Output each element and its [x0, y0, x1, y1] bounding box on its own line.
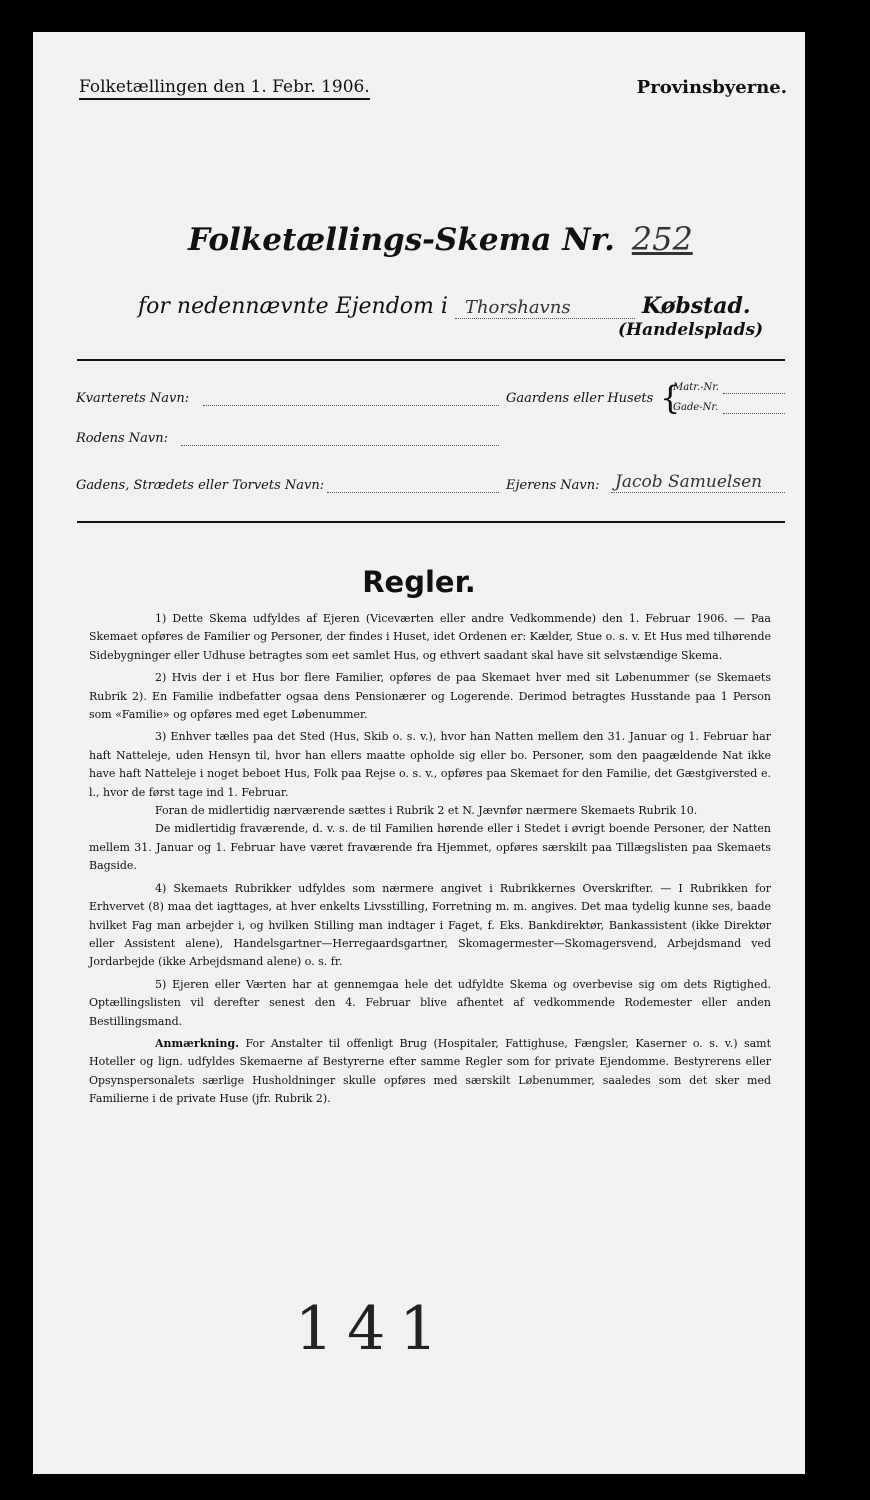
- rule-1: 1) Dette Skema udfyldes af Ejeren (Viceværten eller andre Vedkommende) den 1. Februar 1906. — Paa Skemaet opføres de Familier og Personer, der findes i Huset, idet Ordenen er: Kælder, Stue o. s. v. Et Hus med tilhørende Sidebygninger eller Udhuse betragtes som eet samlet Hus, og ethvert saadant skal have sit selvstændige Skema.: [89, 612, 771, 662]
- rule-3: 3) Enhver tælles paa det Sted (Hus, Skib o. s. v.), hvor han Natten mellem den 31. Januar og 1. Februar har haft Natteleje, uden Hensyn til, hvor han ellers maatte opholde sig eller bo. Personer, som den paagældende Nat ikke have haft Natteleje i noget beboet Hus, Folk paa Rejse o. s. v., opføres paa Skemaet for den Familie, det Gæstgiversted e. l., hvor de først tage ind 1. Februar.: [89, 730, 771, 799]
- rule-4: 4) Skemaets Rubrikker udfyldes som nærmere angivet i Rubrikkernes Overskrifter. — I Rubrikken for Erhvervet (8) maa det iagttages, at hver enkelts Livsstilling, Forretning m. m. angives. Det maa tydelig kunne ses, baade hvilket Fag man arbejder i, og hvilken Stilling man indtager i Faget, f. Eks. Bankdirektør, Bankassistent (ikke Direktør eller Assistent alene), Handelsgartner—Herregaardsgartner, Skomagermester—Skomagersvend, Arbejdsmand ved Jordarbejde (ikke Arbejdsmand alene) o. s. fr.: [89, 881, 771, 969]
- street-name-label: Gadens, Strædets eller Torvets Navn:: [76, 478, 325, 493]
- note-label: Anmærkning.: [155, 1036, 240, 1050]
- top-divider: [77, 359, 785, 361]
- rules-body: [89, 610, 771, 1113]
- form-title: [188, 220, 693, 258]
- quarter-name-line: [203, 405, 499, 406]
- note-text: For Anstalter til offenligt Brug (Hospitaler, Fattighuse, Fængsler, Kaserner o. s. v.) samt Hoteller og lign. udfyldes Skemaerne af Bestyrerne efter samme Regler som for private Ejendomme. Bestyrerens eller Opsynspersonalets særlige Husholdninger skulle opføres med særskilt Løbenummer, saaledes som det sker med Familierne i de private Huse (jfr. Rubrik 2).: [89, 1036, 772, 1106]
- note-paragraph: [89, 1035, 771, 1109]
- census-date-header: Folketællingen den 1. Febr. 1906.: [79, 77, 370, 100]
- house-label: Gaardens eller Husets: [506, 391, 654, 406]
- gade-nr-label: Gade-Nr.: [673, 402, 719, 413]
- rule-3-c: De midlertidig fraværende, d. v. s. de til Familien hørende eller i Stedet i øvrigt boende Personer, der Natten mellem 31. Januar og 1. Februar have været fraværende fra Hjemmet, opføres særskilt paa Tillægslisten paa Skemaets Bagside.: [89, 822, 771, 873]
- handwritten-number: 141: [295, 1294, 452, 1364]
- form-subtitle: [138, 293, 751, 319]
- rules-heading: Regler.: [362, 565, 476, 599]
- subtitle-suffix: Købstad.: [641, 293, 751, 319]
- matr-nr-line: [723, 393, 785, 394]
- region-header: Provinsbyerne.: [636, 77, 787, 98]
- rule-2: 2) Hvis der i et Hus bor flere Familier, opføres de paa Skemaet hver med sit Løbenummer (se Skemaets Rubrik 2). En Familie indbefatter ogsaa dens Pensionærer og Logerende. Derimod betragtes Husstande paa 1 Person som «Familie» og opføres med eget Løbenummer.: [89, 671, 771, 722]
- mid-divider: [77, 521, 785, 523]
- town-name: Thorshavns: [455, 297, 635, 319]
- street-name-line: [327, 492, 499, 493]
- census-form-sheet: [33, 32, 805, 1474]
- subtitle-alt: (Handelsplads): [618, 320, 764, 340]
- gade-nr-line: [723, 413, 785, 414]
- owner-name-value: Jacob Samuelsen: [615, 472, 763, 492]
- form-number: 252: [631, 220, 693, 258]
- rode-name-label: Rodens Navn:: [76, 431, 169, 446]
- rode-name-line: [181, 445, 499, 446]
- owner-name-label: Ejerens Navn:: [506, 478, 600, 493]
- rule-5: 5) Ejeren eller Værten har at gennemgaa hele det udfyldte Skema og overbevise sig om dets Rigtighed. Optællingslisten vil derefter senest den 4. Februar blive afhentet af vedkommende Rodemester eller anden Bestillingsmand.: [89, 977, 771, 1028]
- owner-name-line: [611, 492, 785, 493]
- form-title-label: Folketællings-Skema Nr.: [188, 222, 615, 258]
- rule-3-b: Foran de midlertidig nærværende sættes i Rubrik 2 et N. Jævnfør nærmere Skemaets Rubrik 10.: [155, 804, 698, 818]
- quarter-name-label: Kvarterets Navn:: [76, 391, 190, 406]
- matr-nr-label: Matr.-Nr.: [673, 382, 720, 393]
- subtitle-prefix: for nedennævnte Ejendom i: [138, 294, 448, 319]
- brace: {: [660, 379, 681, 417]
